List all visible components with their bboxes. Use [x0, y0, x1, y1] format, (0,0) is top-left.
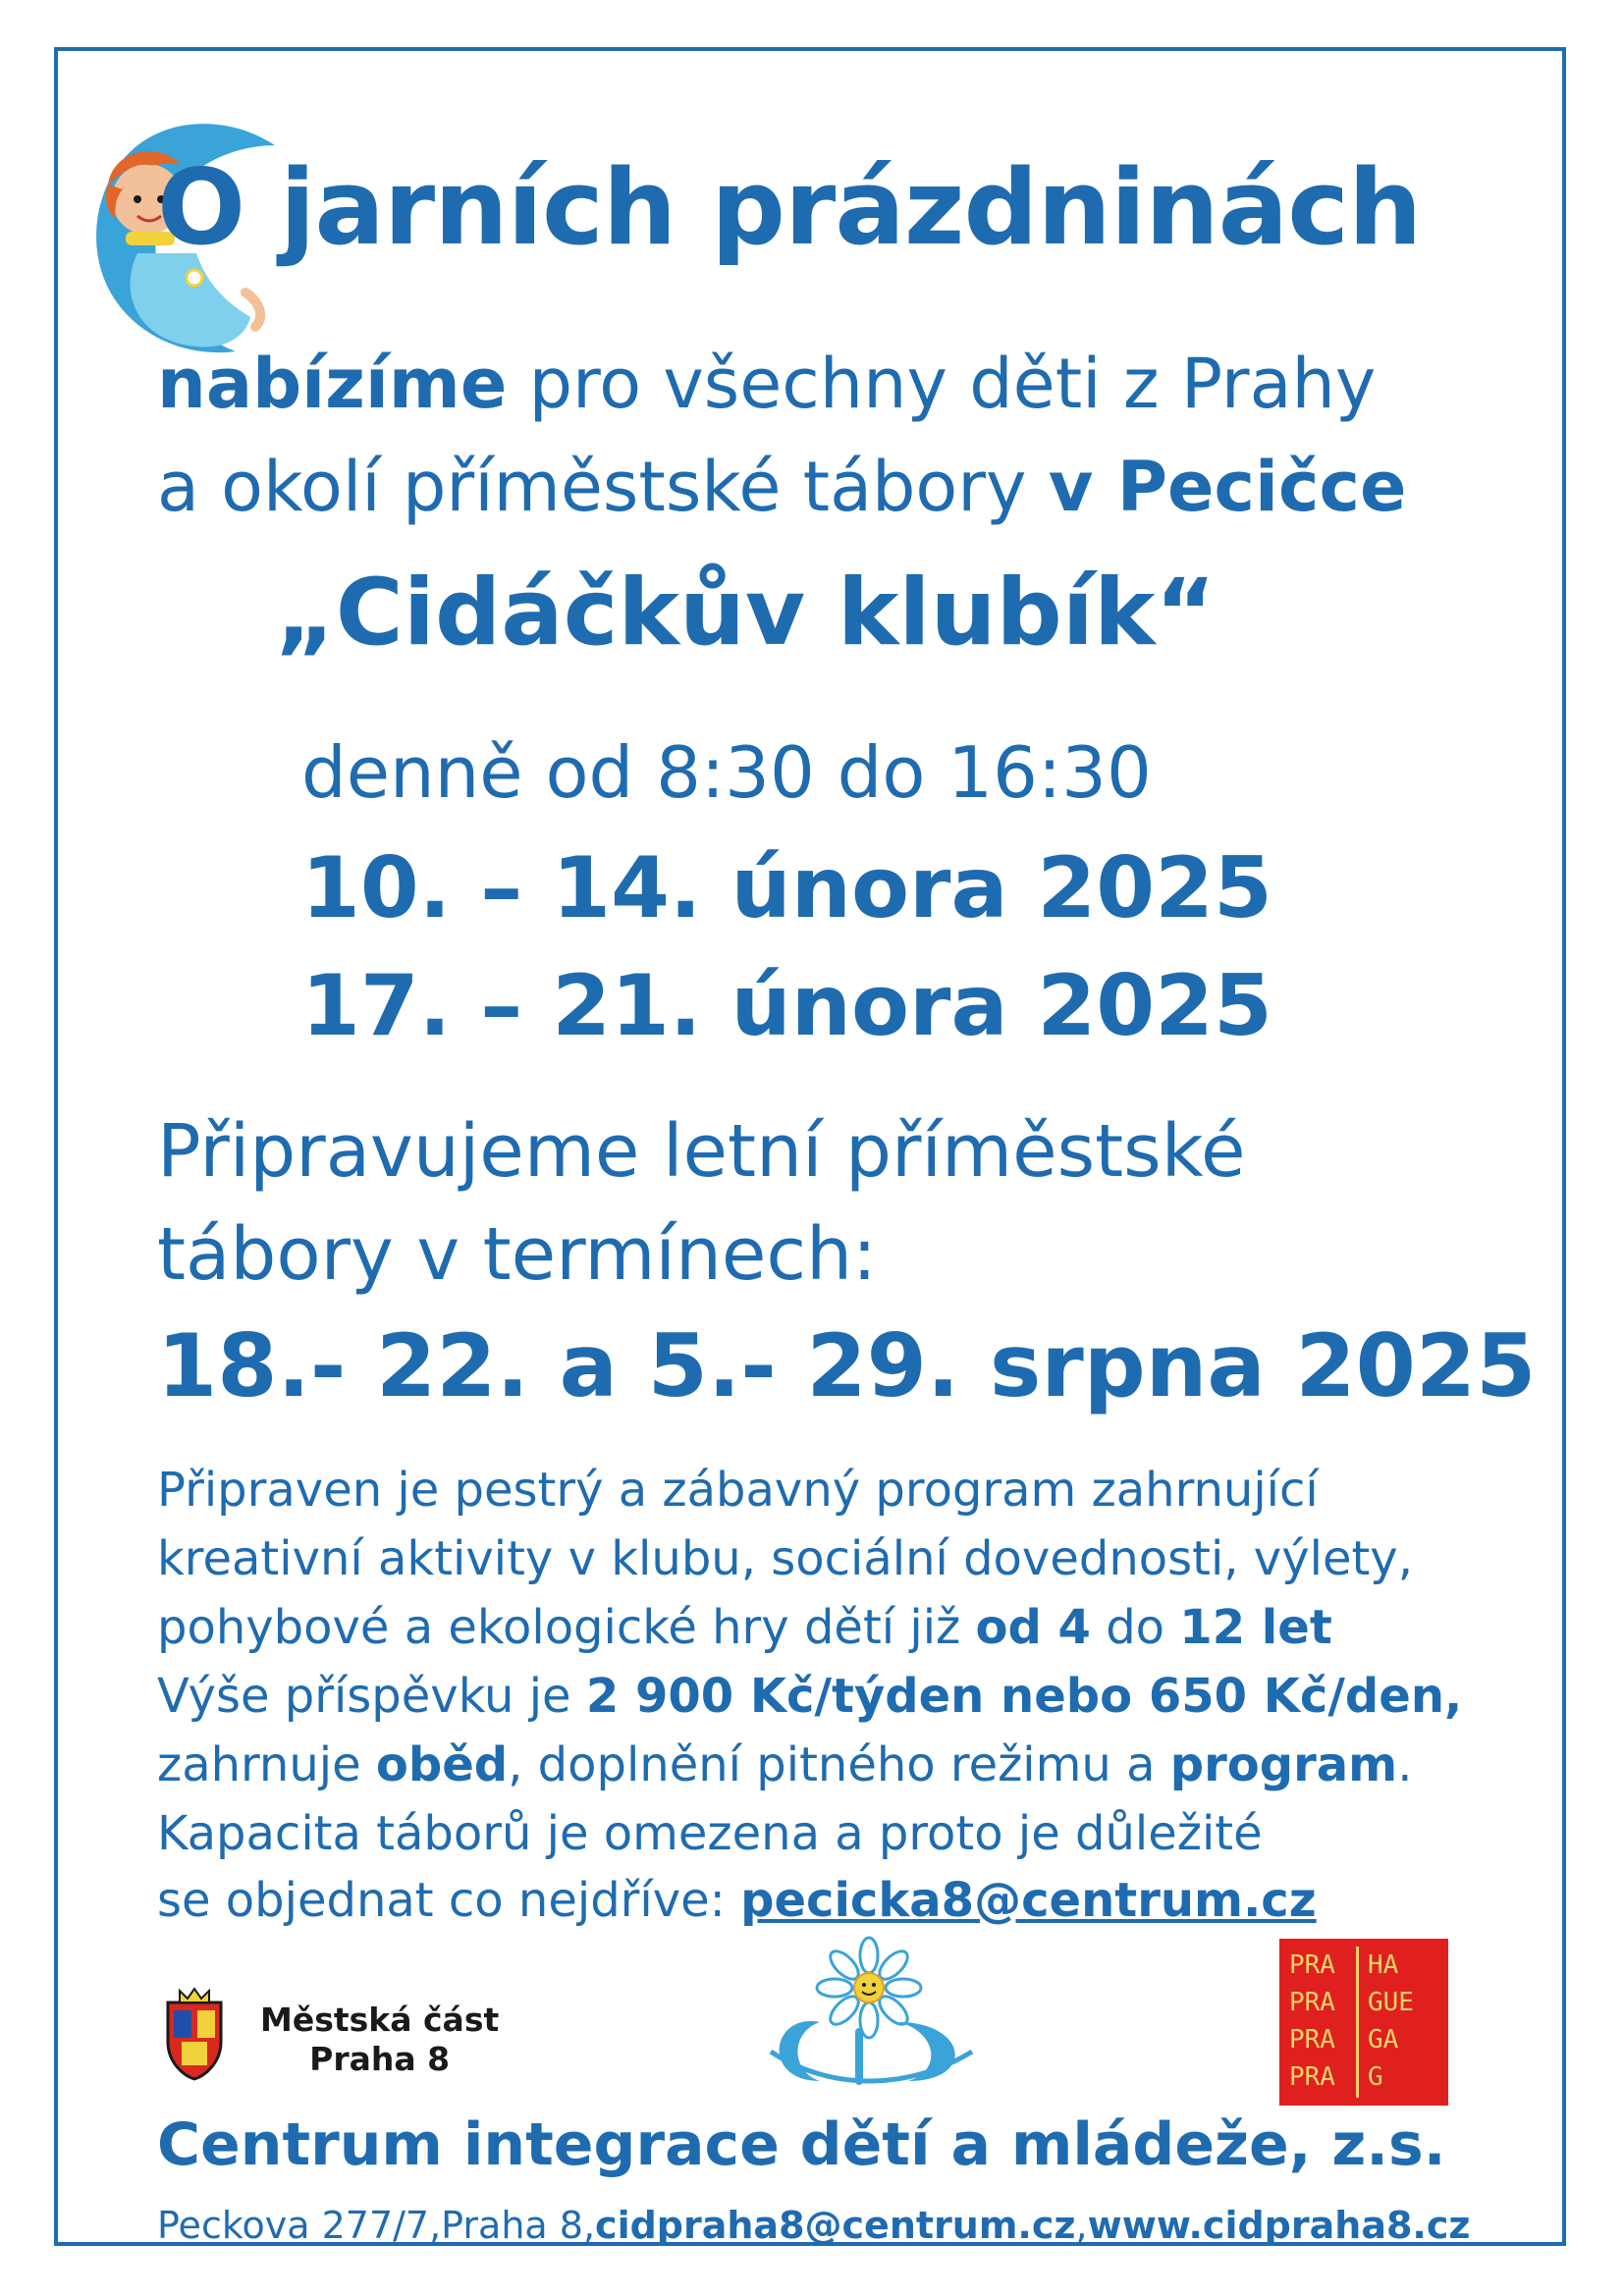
footer-address: Peckova 277/7,Praha 8,cidpraha8@centrum.cz,www.cidpraha8.cz — [157, 2204, 1471, 2247]
contact-email-link[interactable]: pecicka8@centrum.cz — [740, 1873, 1317, 1928]
program-line-7: se objednat co nejdříve: pecicka8@centrum.cz — [157, 1873, 1317, 1928]
program-line-1: Připraven je pestrý a zábavný program zahrnující — [157, 1463, 1319, 1518]
page-title: O jarních prázdninách — [157, 147, 1422, 268]
praha8-crest-icon — [160, 1983, 229, 2081]
footer-email-link[interactable]: cidpraha8@centrum.cz — [595, 2204, 1076, 2247]
camp-date-1: 10. – 14. února 2025 — [301, 839, 1272, 937]
program-line-6: Kapacita táborů je omezena a proto je důležité — [157, 1806, 1263, 1861]
club-name: „Cidáčkův klubík“ — [275, 560, 1217, 667]
program-line-3: pohybové a ekologické hry dětí již od 4 do 12 let — [157, 1600, 1332, 1655]
summer-line-2: tábory v termínech: — [157, 1212, 877, 1297]
praha-city-logo: PRA HA PRA GUE PRA GA PRA G — [1279, 1939, 1448, 2106]
program-line-5: zahrnuje oběd, doplnění pitného režimu a program. — [157, 1737, 1413, 1792]
camp-date-2: 17. – 21. února 2025 — [301, 957, 1272, 1055]
program-line-4: Výše příspěvku je 2 900 Kč/týden nebo 650 Kč/den, — [157, 1669, 1463, 1724]
program-line-2: kreativní aktivity v klubu, sociální dovednosti, výlety, — [157, 1531, 1413, 1586]
daily-hours: denně od 8:30 do 16:30 — [301, 731, 1152, 814]
organization-name: Centrum integrace dětí a mládeže, z.s. — [157, 2110, 1446, 2179]
cid-flower-logo — [751, 1934, 987, 2091]
municipality-label: Městská část Praha 8 — [260, 2001, 500, 2078]
summer-dates: 18.- 22. a 5.- 29. srpna 2025 — [157, 1315, 1537, 1416]
summer-line-1: Připravujeme letní příměstské — [157, 1109, 1246, 1194]
footer-web-link[interactable]: www.cidpraha8.cz — [1087, 2204, 1471, 2247]
intro-line-1: nabízíme pro všechny děti z Prahy — [157, 344, 1377, 424]
intro-line-2: a okolí příměstské tábory v Pecičce — [157, 447, 1407, 527]
